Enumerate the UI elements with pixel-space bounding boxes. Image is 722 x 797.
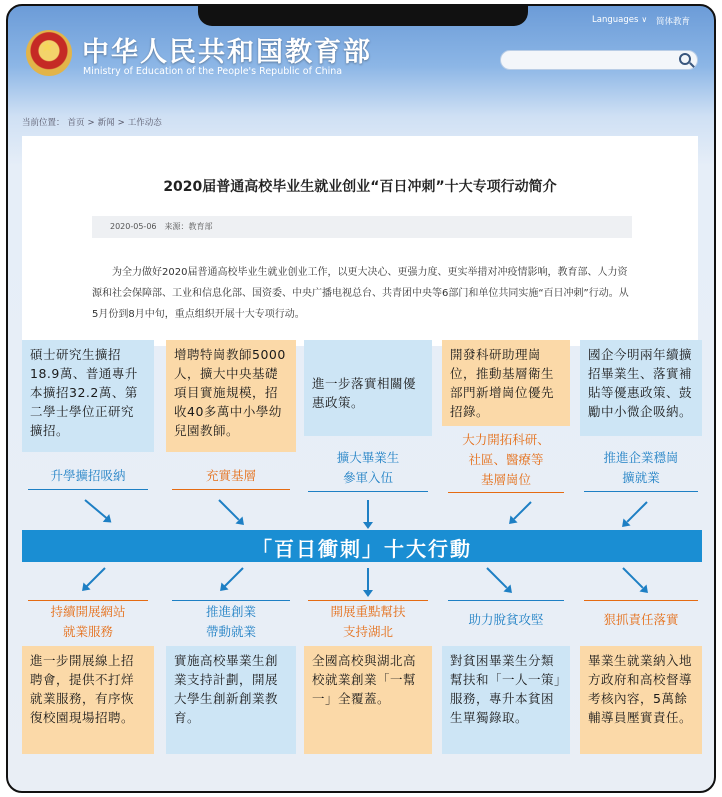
breadcrumb (22, 116, 165, 128)
breadcrumb-separator: > (87, 118, 95, 128)
label-underline (448, 492, 564, 493)
info-card-bottom-3: 全國高校與湖北高校就業創業「一幫一」全覆蓋。 (304, 646, 432, 754)
info-card-top-1: 碩士研究生擴招18.9萬、普通專升本擴招32.2萬、第二學士學位正研究擴招。 (22, 340, 154, 452)
breadcrumb-news[interactable]: 新闻 (97, 118, 115, 128)
info-label-bottom-5: 狠抓責任落實 (603, 612, 679, 627)
article-source: 来源：教育部 (164, 222, 213, 231)
info-card-top-2: 增聘特崗教師5000人，擴大中央基礎項目實施規模，招收40多萬中小學幼兒園教師。 (166, 340, 296, 452)
infographic-banner (22, 530, 702, 562)
search-icon[interactable] (679, 53, 691, 65)
old-version-link[interactable]: 简体教育 (656, 17, 691, 27)
info-label-top-2: 充實基層 (205, 468, 256, 483)
article-body (92, 262, 632, 325)
info-label-top-4c: 基層崗位 (480, 472, 531, 487)
arrowhead-icon (363, 590, 373, 597)
arrowhead-icon (363, 522, 373, 529)
label-underline (172, 489, 290, 490)
site-header (8, 6, 714, 106)
info-label-bottom-2a: 推進創業 (205, 604, 256, 619)
label-underline (584, 491, 698, 492)
info-label-top-1: 升學擴招吸納 (50, 468, 126, 483)
chevron-down-icon: ∨ (641, 15, 648, 24)
breadcrumb-prefix: 当前位置： (22, 118, 65, 128)
label-underline (584, 600, 698, 601)
breadcrumb-separator: > (117, 118, 125, 128)
site-subtitle: Ministry of Education of the People's Republic of China (83, 66, 343, 77)
info-card-top-4: 開發科研助理崗位，推動基層衛生部門新增崗位優先招錄。 (442, 340, 570, 426)
info-label-top-5b: 擴就業 (622, 470, 660, 485)
site-title[interactable]: 中华人民共和国教育部 (82, 37, 372, 68)
info-label-top-3b: 參軍入伍 (342, 470, 393, 485)
info-label-bottom-4: 助力脫貧攻堅 (468, 612, 544, 627)
national-emblem-icon (26, 30, 72, 76)
info-card-bottom-5: 畢業生就業納入地方政府和高校督導考核內容，5萬餘輔導員壓實責任。 (580, 646, 702, 754)
label-underline (308, 600, 428, 601)
article-paragraph: 为全力做好2020届普通高校毕业生就业创业工作，以更大决心、更强力度、更实举措对冲疫情影响，教育部、人力资源和社会保障部、工业和信息化部、国资委、中央广播电视总台、共青团中央等6部门和单位共同实施“百日冲刺”行动。从5月份到8月中旬，重点组织开展十大专项行动。 (92, 267, 629, 320)
banner-title: 「百日衝刺」十大行動 (252, 537, 472, 561)
info-card-bottom-1: 進一步開展線上招聘會，提供不打烊就業服務，有序恢復校園現場招聘。 (22, 646, 154, 754)
info-label-bottom-1b: 就業服務 (62, 624, 113, 639)
article-date: 2020-05-06 (110, 222, 157, 231)
article-panel (22, 136, 698, 346)
info-card-top-3: 進一步落實相關優惠政策。 (304, 340, 432, 436)
info-card-bottom-2: 實施高校畢業生創業支持計劃，開展大學生創新創業教育。 (166, 646, 296, 754)
label-underline (448, 600, 564, 601)
article-title: 2020届普通高校毕业生就业创业“百日冲刺”十大专项行动简介 (163, 179, 557, 195)
info-card-top-5: 國企今明兩年續擴招畢業生、落實補貼等優惠政策、鼓勵中小微企吸納。 (580, 340, 702, 436)
info-label-bottom-2b: 帶動就業 (205, 624, 256, 639)
screenshot-frame (6, 4, 716, 793)
info-label-top-4b: 社區、醫療等 (468, 452, 544, 467)
label-underline (172, 600, 290, 601)
breadcrumb-work-news[interactable]: 工作动态 (127, 118, 162, 128)
info-label-bottom-3a: 開展重點幫扶 (330, 604, 406, 619)
info-label-bottom-1a: 持續開展網站 (50, 604, 126, 619)
article-meta (92, 216, 632, 238)
languages-menu[interactable] (592, 15, 647, 25)
info-card-bottom-4: 對貧困畢業生分類幫扶和「一人一策」服務，專升本貧困生單獨錄取。 (442, 646, 570, 754)
emblem-star-icon: ★ (40, 37, 55, 56)
info-label-bottom-3b: 支持湖北 (342, 624, 393, 639)
label-underline (28, 600, 148, 601)
breadcrumb-home[interactable]: 首页 (67, 118, 85, 128)
search-input[interactable] (500, 50, 698, 70)
info-label-top-5a: 推進企業穩崗 (603, 450, 679, 465)
info-label-top-3a: 擴大畢業生 (336, 450, 400, 465)
label-underline (28, 489, 148, 490)
languages-label: Languages (592, 15, 639, 25)
label-underline (308, 491, 428, 492)
info-label-top-4a: 大力開拓科研、 (462, 432, 550, 447)
